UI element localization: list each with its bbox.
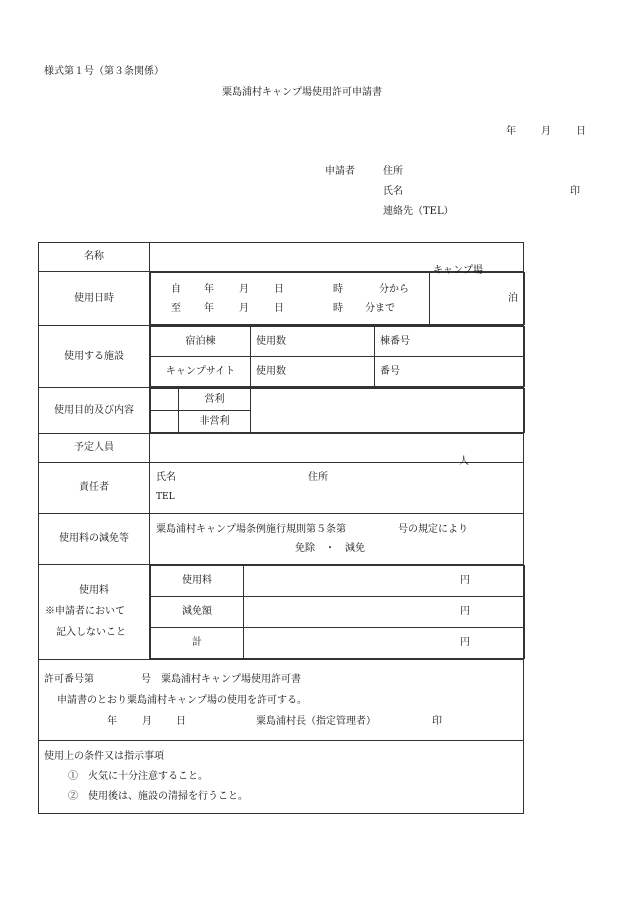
exemption-label-cell: 使用料の減免等: [39, 514, 150, 565]
permit-section: 許可番号第 号 粟島浦村キャンプ場使用許可書 申請書のとおり粟島浦村キャンプ場の使用を許可する。 年 月 日 粟島浦村長（指定管理者） 印: [39, 660, 524, 741]
date-year[interactable]: 年: [506, 126, 516, 137]
profit-checkbox[interactable]: [151, 389, 179, 411]
fee-amount-field[interactable]: 円: [244, 566, 525, 597]
application-form-table: [38, 242, 524, 814]
purpose-label-cell: 使用目的及び内容: [39, 388, 150, 434]
applicant-contact-field[interactable]: 連絡先（TEL）: [383, 206, 454, 217]
date-month[interactable]: 月: [541, 126, 551, 137]
applicant-name-field[interactable]: 氏名: [383, 186, 403, 197]
people-field[interactable]: 人: [150, 434, 524, 463]
name-field[interactable]: キャンプ場: [150, 243, 524, 272]
permit-year[interactable]: 年: [107, 716, 117, 727]
page-title: 粟島浦村キャンプ場使用許可申請書: [222, 87, 382, 98]
nights-field[interactable]: 泊: [430, 273, 525, 325]
lodge-count-field[interactable]: 使用数: [251, 327, 375, 357]
exemption-field[interactable]: 粟島浦村キャンプ場条例施行規則第５条第 号の規定により 免除 ・ 減免: [150, 514, 524, 565]
responsible-label-cell: 責任者: [39, 463, 150, 514]
applicant-label: 申請者: [325, 166, 355, 177]
date-day[interactable]: 日: [576, 126, 586, 137]
nonprofit-checkbox[interactable]: [151, 411, 179, 433]
purpose-profit-label: 営利: [179, 389, 251, 411]
people-label-cell: 予定人員: [39, 434, 150, 463]
form-number: 様式第１号（第３条関係）: [44, 66, 164, 77]
fee-total-label: 計: [151, 628, 244, 659]
facility-site-label: キャンプサイト: [151, 357, 251, 387]
lodge-number-field[interactable]: 棟番号: [375, 327, 525, 357]
name-label-cell: 名称: [39, 243, 150, 272]
facility-label-cell: 使用する施設: [39, 326, 150, 388]
site-number-field[interactable]: 番号: [375, 357, 525, 387]
responsible-field[interactable]: 氏名 住所 TEL: [150, 463, 524, 514]
purpose-content-field[interactable]: [251, 389, 525, 433]
dates-field[interactable]: 自 年 月 日 時 分から 至 年 月 日 時 分まで 泊: [150, 272, 524, 326]
fee-item-label: 使用料: [151, 566, 244, 597]
fee-reduction-label: 減免額: [151, 597, 244, 628]
fee-reduction-field[interactable]: 円: [244, 597, 525, 628]
dates-label-cell: 使用日時: [39, 272, 150, 326]
conditions-section: 使用上の条件又は指示事項 ① 火気に十分注意すること。 ② 使用後は、施設の清掃を行うこと。: [39, 741, 524, 814]
applicant-address-field[interactable]: 住所: [383, 166, 403, 177]
facility-lodge-label: 宿泊棟: [151, 327, 251, 357]
permit-day[interactable]: 日: [176, 716, 186, 727]
fee-label-cell: 使用料 ※申請者において 記入しないこと: [39, 565, 150, 660]
fee-total-field[interactable]: 円: [244, 628, 525, 659]
permit-month[interactable]: 月: [142, 716, 152, 727]
applicant-seal: 印: [570, 186, 580, 197]
site-count-field[interactable]: 使用数: [251, 357, 375, 387]
purpose-nonprofit-label: 非営利: [179, 411, 251, 433]
